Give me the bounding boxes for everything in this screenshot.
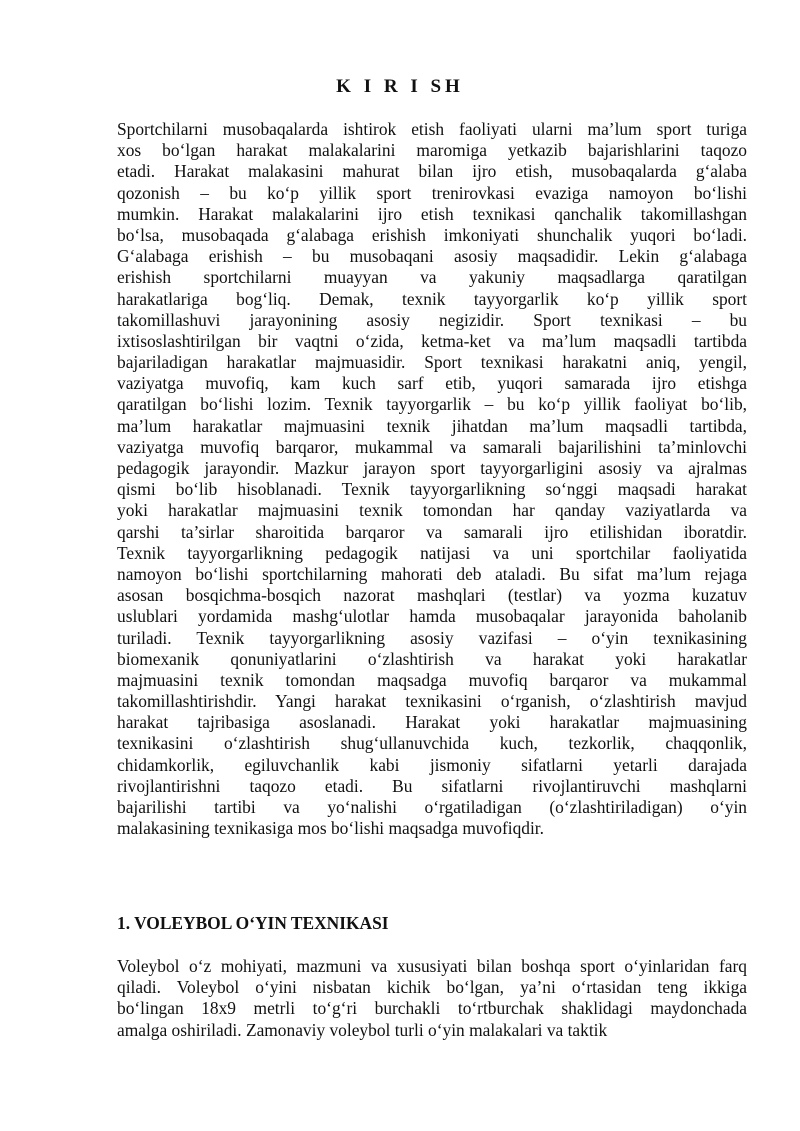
page-title: K I R I SH [336, 76, 464, 97]
text-line: Texnik tayyorgarlikning pedagogik natijasi va uni sportchilar faoliyatida [117, 542, 747, 563]
text-line: qozonish – bu ko‘p yillik sport trenirovkasi evaziga namoyon bo‘lishi [117, 182, 747, 203]
text-line: G‘alabaga erishish – bu musobaqani asosiy maqsadidir. Lekin g‘alabaga [117, 246, 747, 267]
text-line: chidamkorlik, egiluvchanlik kabi jismoniy sifatlarni yetarli darajada [117, 754, 747, 775]
text-line: yoki harakatlar majmuasini texnik tomondan har qanday vaziyatlarda va [117, 500, 747, 521]
text-line: bo‘lingan 18x9 metrli to‘g‘ri burchakli to‘rtburchak shaklidagi maydonchada [117, 998, 747, 1019]
text-line: qaratilgan bo‘lishi lozim. Texnik tayyorgarlik – bu ko‘p yillik faoliyat bo‘lib, [117, 394, 747, 415]
text-line: biomexanik qonuniyatlarini o‘zlashtirish va harakat yoki harakatlar [117, 648, 747, 669]
text-line: mumkin. Harakat malakalarini ijro etish texnikasi qanchalik takomillashgan [117, 203, 747, 224]
text-line: xos bo‘lgan harakat malakalarini maromiga yetkazib bajarishlarini taqozo [117, 140, 747, 161]
text-line: takomillashuvi jarayonining asosiy negizidir. Sport texnikasi – bu [117, 309, 747, 330]
text-line: ixtisoslashtirilgan bir vaqtni o‘zida, ketma-ket va ma’lum maqsadli tartibda [117, 330, 747, 351]
text-line: amalga oshiriladi. Zamonaviy voleybol turli o‘yin malakalari va taktik [117, 1019, 608, 1040]
section-heading: 1. VOLEYBOL O‘YIN TEXNIKASI [117, 913, 389, 933]
text-line: vaziyatga muvofiq barqaror, mukammal va samarali bajarilishini ta’minlovchi [117, 436, 747, 457]
text-line: qismi bo‘lib hisoblanadi. Texnik tayyorgarlikning so‘nggi maqsadi harakat [117, 479, 747, 500]
text-line: uslublari yordamida mashg‘ulotlar hamda musobaqalar jarayonida baholanib [117, 606, 747, 627]
text-line: Sportchilarni musobaqalarda ishtirok etish faoliyati ularni ma’lum sport turiga [117, 119, 747, 139]
text-line: harakat tajribasiga asoslanadi. Harakat yoki harakatlar majmuasining [117, 712, 747, 733]
text-line: ma’lum harakatlar majmuasini texnik jihatdan ma’lum maqsadli tartibda, [117, 415, 747, 436]
text-line: etadi. Harakat malakasini mahurat bilan ijro etish, musobaqalarda g‘alaba [117, 161, 747, 182]
text-line: turiladi. Texnik tayyorgarlikning asosiy vazifasi – o‘yin texnikasining [117, 627, 747, 648]
section-paragraph [117, 956, 747, 1041]
text-line: erishish sportchilarni muayyan va yakuniy maqsadlarga qaratilgan [117, 267, 747, 288]
text-line: qiladi. Voleybol o‘yini nisbatan kichik bo‘lgan, ya’ni o‘rtasidan teng ikkiga [117, 977, 747, 998]
text-line: namoyon bo‘lishi sportchilarning mahorati deb ataladi. Bu sifat ma’lum rejaga [117, 563, 747, 584]
text-line: vaziyatga muvofiq, kam kuch sarf etib, yuqori samarada ijro etishga [117, 373, 747, 394]
text-line: malakasining texnikasiga mos bo‘lishi maqsadga muvofiqdir. [117, 818, 544, 839]
text-line: Voleybol o‘z mohiyati, mazmuni va xususiyati bilan boshqa sport o‘yinlaridan farq [117, 956, 747, 976]
text-line: bajarilishi tartibi va yo‘nalishi o‘rgatiladigan (o‘zlashtiriladigan) o‘yin [117, 797, 747, 817]
text-line: bo‘lsa, musobaqada g‘alabaga erishish imkoniyati shunchalik yuqori bo‘ladi. [117, 224, 747, 245]
text-line: pedagogik jarayondir. Mazkur jarayon sport tayyorgarligini asosiy va ajralmas [117, 458, 747, 478]
text-line: bajariladigan harakatlar majmuasidir. Sport texnikasi harakatni aniq, yengil, [117, 352, 747, 373]
text-line: takomillashtirishdir. Yangi harakat texnikasini o‘rganish, o‘zlashtirish mavjud [117, 691, 747, 712]
text-line: majmuasini texnik tomondan maqsadga muvofiq barqaror va mukammal [117, 669, 747, 690]
text-line: qarshi ta’sirlar sharoitida barqaror va samarali ijro etilishidan iboratdir. [117, 521, 747, 542]
text-line: harakatlariga bog‘liq. Demak, texnik tayyorgarlik ko‘p yillik sport [117, 288, 747, 309]
text-line: texnikasini o‘zlashtirish shug‘ullanuvchida kuch, tezkorlik, chaqqonlik, [117, 733, 747, 754]
intro-paragraph [117, 119, 747, 839]
text-line: asosan bosqichma-bosqich nazorat mashqlari (testlar) va yozma kuzatuv [117, 585, 747, 606]
text-line: rivojlantirishni taqozo etadi. Bu sifatlarni rivojlantiruvchi mashqlarni [117, 775, 747, 796]
